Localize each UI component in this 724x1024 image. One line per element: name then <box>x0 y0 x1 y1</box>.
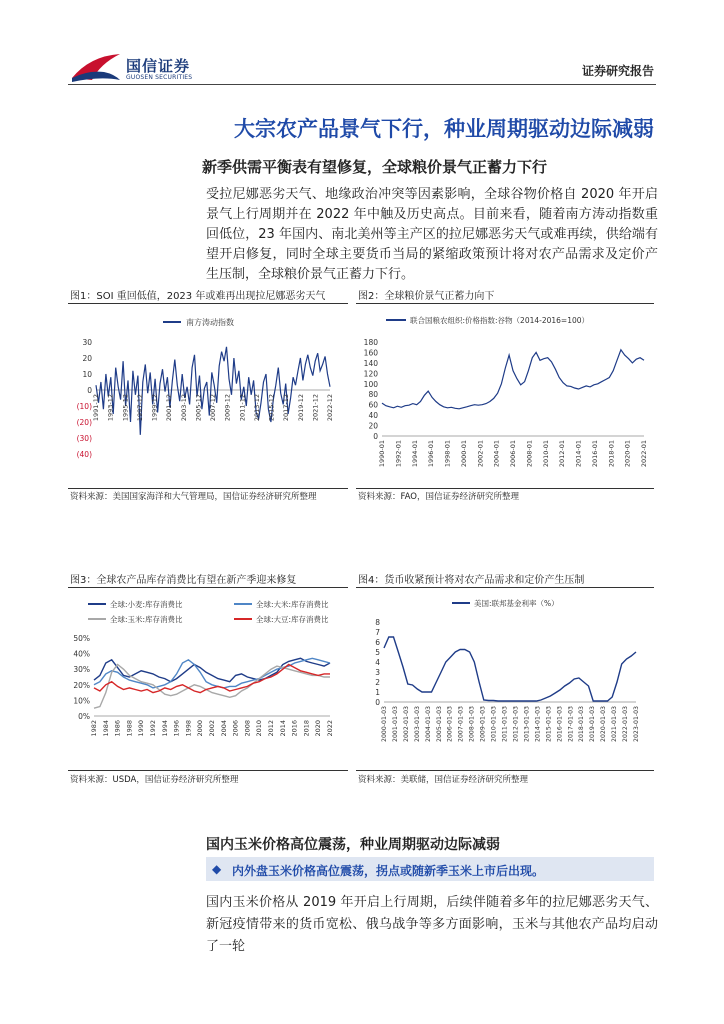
x-tick-label: 2016 <box>290 720 299 737</box>
x-tick-label: 1998 <box>184 720 193 737</box>
y-tick-label: (20) <box>76 418 92 427</box>
x-tick-label: 2019-01-03 <box>589 706 597 742</box>
y-tick-label: 1 <box>375 688 380 697</box>
y-tick-label: 40% <box>73 649 90 659</box>
stock-ratio-series-line <box>94 665 330 709</box>
y-tick-label: 10% <box>73 696 90 706</box>
stock-ratio-series-line <box>94 658 330 688</box>
x-tick-label: 2020-01 <box>623 440 632 468</box>
x-tick-label: 1998-01 <box>443 440 452 468</box>
y-tick-label: 30% <box>73 665 90 675</box>
x-tick-label: 2017-12 <box>282 394 291 422</box>
x-tick-label: 2000-01-03 <box>381 706 388 742</box>
fig4-top-rule <box>356 587 654 588</box>
x-tick-label: 2018-01-03 <box>578 706 586 742</box>
fig2-source: 资料来源：FAO，国信证券经济研究所整理 <box>358 492 519 502</box>
x-tick-label: 1986 <box>113 720 122 737</box>
x-tick-label: 2014-01 <box>574 440 583 468</box>
y-tick-label: 8 <box>375 618 380 627</box>
x-tick-label: 2022-01-03 <box>622 706 630 742</box>
x-tick-label: 2016-01 <box>590 440 599 468</box>
x-tick-label: 2018 <box>302 720 311 737</box>
y-tick-label: 2 <box>375 678 380 687</box>
fig3-svg <box>68 590 348 768</box>
x-tick-label: 2008 <box>243 720 252 737</box>
x-tick-label: 2004 <box>219 720 228 737</box>
x-tick-label: 2023-01-03 <box>633 706 640 742</box>
fig2-svg <box>356 306 654 486</box>
section-heading: 国内玉米价格高位震荡，种业周期驱动边际减弱 <box>206 837 500 853</box>
x-tick-label: 2009-12 <box>223 394 232 422</box>
x-tick-label: 2000-01 <box>459 440 468 468</box>
fig4-bottom-rule <box>356 770 654 771</box>
y-tick-label: 60 <box>368 400 378 410</box>
x-tick-label: 2003-01-03 <box>413 706 421 742</box>
x-tick-label: 1992-01 <box>394 440 403 468</box>
x-tick-label: 2017-01-03 <box>567 706 575 742</box>
x-tick-label: 2014 <box>278 720 287 737</box>
fig1-svg <box>68 306 348 486</box>
cereal-price-line <box>382 350 644 409</box>
x-tick-label: 2022 <box>326 720 334 737</box>
y-tick-label: (30) <box>76 434 92 443</box>
y-tick-label: 20% <box>73 680 90 690</box>
guosen-logo-mark-icon <box>70 50 122 84</box>
y-tick-label: 0 <box>373 432 378 441</box>
subtitle: 新季供需平衡表有望修复，全球粮价景气正蓄力下行 <box>202 158 548 176</box>
x-tick-label: 2010 <box>255 720 264 737</box>
y-tick-label: 0 <box>87 386 92 395</box>
x-tick-label: 2007-12 <box>209 394 217 422</box>
y-tick-label: 20 <box>82 354 92 363</box>
x-tick-label: 2005-01-03 <box>435 706 443 742</box>
y-tick-label: 120 <box>363 369 378 379</box>
x-tick-label: 1993-12 <box>106 394 115 422</box>
x-tick-label: 2001-12 <box>165 394 174 422</box>
x-tick-label: 2008-01-03 <box>468 706 476 742</box>
x-tick-label: 1995-12 <box>121 394 130 422</box>
y-tick-label: 0 <box>375 698 380 707</box>
x-tick-label: 1991-12 <box>92 394 100 422</box>
fig2-title: 图2：全球粮价景气正蓄力向下 <box>358 291 495 302</box>
fig2-top-rule <box>356 303 654 304</box>
fig4-chart <box>356 590 654 768</box>
x-tick-label: 2007-01-03 <box>457 706 465 742</box>
y-tick-label: 6 <box>375 638 380 647</box>
legend-label: 全球:玉米:库存消费比 <box>110 615 183 624</box>
fed-funds-rate-line <box>384 637 636 701</box>
fig1-bottom-rule <box>68 488 348 489</box>
fig1-title: 图1：SOI 重回低值，2023 年或难再出现拉尼娜恶劣天气 <box>70 291 326 302</box>
x-tick-label: 2006-01 <box>509 440 517 468</box>
x-tick-label: 2022-01 <box>640 440 648 468</box>
x-tick-label: 1992 <box>149 720 157 737</box>
x-tick-label: 1994 <box>160 720 169 737</box>
x-tick-label: 2003-12 <box>179 394 188 422</box>
x-tick-label: 1999-12 <box>150 394 159 422</box>
x-tick-label: 2012 <box>267 720 275 737</box>
x-tick-label: 1997-12 <box>135 394 144 422</box>
x-tick-label: 2021-01-03 <box>611 706 619 742</box>
x-tick-label: 1994-01 <box>410 440 419 468</box>
x-tick-label: 2006 <box>231 720 240 737</box>
x-tick-label: 2002-01 <box>476 440 485 468</box>
x-tick-label: 2018-01 <box>607 440 616 468</box>
x-tick-label: 2009-01-03 <box>479 706 487 742</box>
y-tick-label: 160 <box>363 348 378 358</box>
fig3-source: 资料来源：USDA，国信证券经济研究所整理 <box>70 775 239 785</box>
x-tick-label: 2022-12 <box>326 394 334 422</box>
x-tick-label: 2012-01 <box>558 440 567 468</box>
fig3-title: 图3：全球农产品库存消费比有望在新产季迎来修复 <box>70 575 297 586</box>
y-tick-label: 7 <box>375 628 380 637</box>
main-title: 大宗农产品景气下行，种业周期驱动边际减弱 <box>234 117 654 141</box>
x-tick-label: 1982 <box>90 720 98 737</box>
x-tick-label: 1996-01 <box>427 440 436 468</box>
x-tick-label: 2004-01-03 <box>424 706 432 742</box>
y-tick-label: (40) <box>76 450 92 459</box>
x-tick-label: 1984 <box>101 720 110 737</box>
x-tick-label: 2020 <box>314 720 323 737</box>
x-tick-label: 2011-12 <box>238 394 247 422</box>
x-tick-label: 2010-01 <box>541 440 550 468</box>
y-tick-label: 40 <box>368 411 378 421</box>
y-tick-label: 100 <box>363 379 378 389</box>
y-tick-label: 140 <box>363 358 378 368</box>
bullet-text: 内外盘玉米价格高位震荡，拐点或随新季玉米上市后出现。 <box>232 864 545 878</box>
x-tick-label: 2016-01-03 <box>556 706 564 742</box>
x-tick-label: 2006-01-03 <box>446 706 454 742</box>
fig4-source: 资料来源：美联储，国信证券经济研究所整理 <box>358 775 529 785</box>
header-divider <box>68 84 656 85</box>
x-tick-label: 2012-01-03 <box>512 706 520 742</box>
x-tick-label: 2000 <box>196 720 205 737</box>
legend-label: 全球:大豆:库存消费比 <box>256 615 329 624</box>
x-tick-label: 2013-12 <box>252 394 261 422</box>
y-tick-label: 3 <box>375 668 380 677</box>
page-header <box>0 0 724 84</box>
y-tick-label: 10 <box>82 370 92 379</box>
x-tick-label: 2013-01-03 <box>523 706 531 742</box>
fig4-svg <box>356 590 654 768</box>
x-tick-label: 2014-01-03 <box>534 706 542 742</box>
legend-label: 全球:大米:库存消费比 <box>256 600 329 609</box>
guosen-logo <box>70 50 200 86</box>
stock-ratio-series-line <box>94 665 330 693</box>
fig1-chart <box>68 306 348 486</box>
y-tick-label: 180 <box>363 338 378 347</box>
fig2-chart <box>356 306 654 486</box>
x-tick-label: 2020-01-03 <box>600 706 608 742</box>
legend-label: 南方涛动指数 <box>186 318 234 327</box>
y-tick-label: 20 <box>368 421 378 431</box>
x-tick-label: 2015-01-03 <box>545 706 553 742</box>
fig3-top-rule <box>68 587 348 588</box>
x-tick-label: 2019-12 <box>296 394 305 422</box>
y-tick-label: 4 <box>375 658 380 667</box>
x-tick-label: 2005-12 <box>194 394 203 422</box>
logo-text-en: GUOSEN SECURITIES <box>126 74 193 81</box>
fig1-source: 资料来源：美国国家海洋和大气管理局，国信证券经济研究所整理 <box>70 492 317 502</box>
fig2-bottom-rule <box>356 488 654 489</box>
y-tick-label: 0% <box>78 712 90 721</box>
x-tick-label: 2004-01 <box>492 440 501 468</box>
diamond-bullet-icon: ◆ <box>212 862 222 876</box>
x-tick-label: 1990 <box>137 720 146 737</box>
stock-ratio-series-line <box>94 658 330 681</box>
y-tick-label: 5 <box>375 648 380 657</box>
legend-label: 联合国粮农组织:价格指数:谷物（2014-2016=100） <box>410 316 590 325</box>
x-tick-label: 2011-01-03 <box>501 706 509 742</box>
x-tick-label: 2015-12 <box>267 394 276 422</box>
x-tick-label: 1996 <box>172 720 181 737</box>
report-type-label: 证券研究报告 <box>581 64 654 78</box>
section-paragraph: 国内玉米价格从 2019 年开启上行周期，后续伴随着多年的拉尼娜恶劣天气、新冠疫情带来的货币宽松、俄乌战争等多方面影响，玉米与其他农产品均启动了一轮 <box>206 895 658 954</box>
legend-label: 美国:联邦基金利率（%） <box>474 599 559 608</box>
x-tick-label: 1990-01 <box>378 440 386 468</box>
fig4-title: 图4：货币收紧预计将对农产品需求和定价产生压制 <box>358 575 585 586</box>
intro-paragraph: 受拉尼娜恶劣天气、地缘政治冲突等因素影响，全球谷物价格自 2020 年开启景气上行周期并在 2022 年中触及历史高点。目前来看，随着南方涛动指数重回低位，23 年国内、南北美州等主产区的拉尼娜恶劣天气或难再续，供给端有望开启修复，同时全球主要货币当局的紧缩政策预计将对农产品需求及定价产生压制，全球粮价景气正蓄力下行。 <box>206 187 658 282</box>
x-tick-label: 2001-01-03 <box>391 706 399 742</box>
x-tick-label: 2021-12 <box>311 394 320 422</box>
fig1-top-rule <box>68 303 348 304</box>
x-tick-label: 2002-01-03 <box>402 706 410 742</box>
fig3-chart <box>68 590 348 768</box>
fig3-bottom-rule <box>68 770 348 771</box>
logo-text-cn: 国信证券 <box>126 57 191 75</box>
legend-label: 全球:小麦:库存消费比 <box>110 600 183 609</box>
x-tick-label: 2010-01-03 <box>490 706 498 742</box>
x-tick-label: 2008-01 <box>525 440 534 468</box>
y-tick-label: 80 <box>368 390 378 400</box>
y-tick-label: (10) <box>76 402 92 411</box>
y-tick-label: 30 <box>82 338 92 347</box>
y-tick-label: 50% <box>73 634 90 643</box>
x-tick-label: 2002 <box>208 720 216 737</box>
x-tick-label: 1988 <box>125 720 134 737</box>
